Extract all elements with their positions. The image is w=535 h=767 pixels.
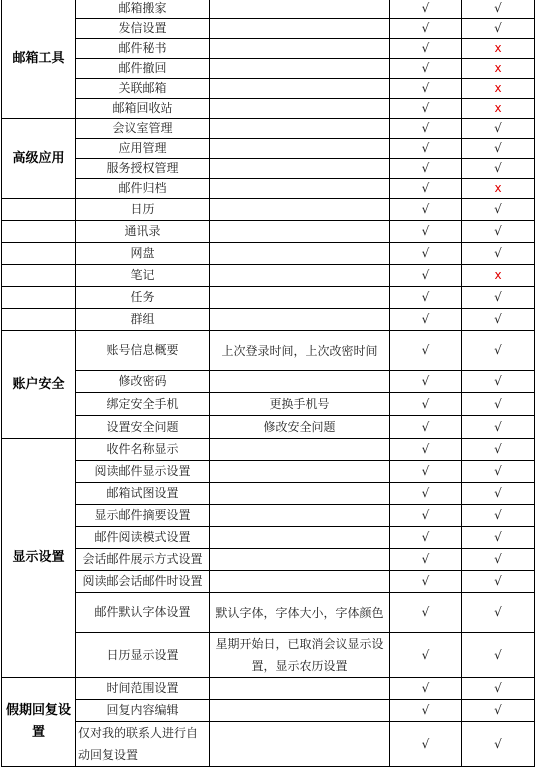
category-account-security: 账户安全 <box>2 331 76 439</box>
feature-description <box>210 0 390 19</box>
support-check-mark: √ <box>390 593 462 633</box>
feature-description <box>210 199 390 221</box>
support-check-mark: √ <box>462 505 535 527</box>
support-check-mark: √ <box>390 221 462 243</box>
support-check-mark: √ <box>390 439 462 461</box>
support-check-mark: √ <box>390 700 462 722</box>
support-check-mark: √ <box>390 19 462 39</box>
feature-name: 邮箱试图设置 <box>76 483 210 505</box>
table-row <box>2 39 535 59</box>
support-check-mark: √ <box>390 393 462 416</box>
support-check-mark: √ <box>462 139 535 159</box>
feature-name: 显示邮件摘要设置 <box>76 505 210 527</box>
category-advanced-apps: 高级应用 <box>2 119 76 199</box>
support-check-mark: √ <box>390 505 462 527</box>
table-row <box>2 416 535 439</box>
feature-name: 阅读邮件显示设置 <box>76 461 210 483</box>
category-cell-empty <box>2 199 76 221</box>
table-row <box>2 243 535 265</box>
feature-description <box>210 19 390 39</box>
feature-name: 会议室管理 <box>76 119 210 139</box>
table-row <box>2 571 535 593</box>
table-row <box>2 79 535 99</box>
feature-description <box>210 265 390 287</box>
support-check-mark: √ <box>390 39 462 59</box>
support-cross-mark: x <box>462 79 535 99</box>
feature-name: 仅对我的联系人进行自动回复设置 <box>76 722 210 767</box>
support-check-mark: √ <box>390 483 462 505</box>
category-mail-tools: 邮箱工具 <box>2 0 76 119</box>
table-row <box>2 527 535 549</box>
table-row <box>2 139 535 159</box>
support-check-mark: √ <box>462 371 535 393</box>
category-vacation-reply: 假期回复设置 <box>2 678 76 767</box>
support-check-mark: √ <box>390 549 462 571</box>
feature-name: 邮件阅读模式设置 <box>76 527 210 549</box>
feature-description <box>210 483 390 505</box>
table-row <box>2 19 535 39</box>
table-row <box>2 700 535 722</box>
feature-name: 收件名称显示 <box>76 439 210 461</box>
table-row <box>2 309 535 331</box>
table-row <box>2 59 535 79</box>
category-cell-empty <box>2 309 76 331</box>
feature-name: 阅读邮会话邮件时设置 <box>76 571 210 593</box>
feature-name: 回复内容编辑 <box>76 700 210 722</box>
support-check-mark: √ <box>462 416 535 439</box>
feature-name: 邮件默认字体设置 <box>76 593 210 633</box>
table-row <box>2 549 535 571</box>
support-check-mark: √ <box>462 19 535 39</box>
support-check-mark: √ <box>390 243 462 265</box>
table-row <box>2 393 535 416</box>
support-check-mark: √ <box>462 199 535 221</box>
support-check-mark: √ <box>390 0 462 19</box>
feature-description <box>210 678 390 700</box>
feature-description: 更换手机号 <box>210 393 390 416</box>
support-check-mark: √ <box>390 79 462 99</box>
support-check-mark: √ <box>462 527 535 549</box>
table-row <box>2 483 535 505</box>
feature-name: 邮件撤回 <box>76 59 210 79</box>
table-row <box>2 179 535 199</box>
support-cross-mark: x <box>462 99 535 119</box>
support-check-mark: √ <box>390 331 462 371</box>
support-check-mark: √ <box>462 678 535 700</box>
feature-description <box>210 179 390 199</box>
feature-description <box>210 99 390 119</box>
feature-name: 网盘 <box>76 243 210 265</box>
support-check-mark: √ <box>390 139 462 159</box>
feature-name: 邮件秘书 <box>76 39 210 59</box>
support-check-mark: √ <box>462 483 535 505</box>
feature-description <box>210 243 390 265</box>
support-check-mark: √ <box>462 243 535 265</box>
support-check-mark: √ <box>390 179 462 199</box>
feature-name: 发信设置 <box>76 19 210 39</box>
feature-description <box>210 59 390 79</box>
support-check-mark: √ <box>462 571 535 593</box>
support-check-mark: √ <box>390 159 462 179</box>
table-row <box>2 633 535 678</box>
table-row <box>2 0 535 19</box>
feature-name: 通讯录 <box>76 221 210 243</box>
feature-description <box>210 371 390 393</box>
feature-description: 上次登录时间，上次改密时间 <box>210 331 390 371</box>
feature-name: 邮件归档 <box>76 179 210 199</box>
support-check-mark: √ <box>390 119 462 139</box>
table-row <box>2 287 535 309</box>
feature-description: 修改安全问题 <box>210 416 390 439</box>
support-check-mark: √ <box>390 265 462 287</box>
feature-description <box>210 505 390 527</box>
support-check-mark: √ <box>462 309 535 331</box>
support-check-mark: √ <box>462 159 535 179</box>
table-body <box>2 0 535 767</box>
feature-name: 修改密码 <box>76 371 210 393</box>
table-row <box>2 221 535 243</box>
support-check-mark: √ <box>462 722 535 767</box>
category-cell-empty <box>2 221 76 243</box>
table-row <box>2 119 535 139</box>
feature-description <box>210 159 390 179</box>
table-row <box>2 199 535 221</box>
support-check-mark: √ <box>462 221 535 243</box>
feature-name: 时间范围设置 <box>76 678 210 700</box>
support-check-mark: √ <box>390 99 462 119</box>
support-check-mark: √ <box>390 722 462 767</box>
feature-name: 群组 <box>76 309 210 331</box>
feature-name: 应用管理 <box>76 139 210 159</box>
feature-description <box>210 439 390 461</box>
feature-name: 日历显示设置 <box>76 633 210 678</box>
table-row <box>2 331 535 371</box>
table-row <box>2 159 535 179</box>
support-check-mark: √ <box>390 678 462 700</box>
feature-description <box>210 119 390 139</box>
support-check-mark: √ <box>390 287 462 309</box>
support-check-mark: √ <box>462 0 535 19</box>
feature-comparison-table <box>1 0 535 767</box>
support-check-mark: √ <box>390 633 462 678</box>
feature-description <box>210 571 390 593</box>
feature-description: 默认字体，字体大小，字体颜色 <box>210 593 390 633</box>
feature-description <box>210 309 390 331</box>
support-check-mark: √ <box>462 393 535 416</box>
support-check-mark: √ <box>390 416 462 439</box>
table-row <box>2 722 535 767</box>
support-check-mark: √ <box>390 571 462 593</box>
support-check-mark: √ <box>462 287 535 309</box>
support-check-mark: √ <box>462 593 535 633</box>
support-check-mark: √ <box>390 199 462 221</box>
support-check-mark: √ <box>462 549 535 571</box>
support-cross-mark: x <box>462 265 535 287</box>
support-check-mark: √ <box>462 439 535 461</box>
feature-name: 服务授权管理 <box>76 159 210 179</box>
table-row <box>2 678 535 700</box>
feature-name: 设置安全问题 <box>76 416 210 439</box>
table-row <box>2 439 535 461</box>
feature-name: 关联邮箱 <box>76 79 210 99</box>
feature-name: 邮箱搬家 <box>76 0 210 19</box>
feature-name: 日历 <box>76 199 210 221</box>
table-row <box>2 593 535 633</box>
category-cell-empty <box>2 287 76 309</box>
support-check-mark: √ <box>462 119 535 139</box>
table-row <box>2 99 535 119</box>
category-display-settings: 显示设置 <box>2 439 76 678</box>
feature-name: 任务 <box>76 287 210 309</box>
support-check-mark: √ <box>390 371 462 393</box>
feature-description <box>210 39 390 59</box>
support-check-mark: √ <box>462 461 535 483</box>
feature-name: 笔记 <box>76 265 210 287</box>
feature-name: 账号信息概要 <box>76 331 210 371</box>
table-row <box>2 265 535 287</box>
support-check-mark: √ <box>390 461 462 483</box>
feature-description <box>210 722 390 767</box>
support-check-mark: √ <box>390 59 462 79</box>
support-check-mark: √ <box>462 700 535 722</box>
support-check-mark: √ <box>390 309 462 331</box>
feature-name: 绑定安全手机 <box>76 393 210 416</box>
support-cross-mark: x <box>462 179 535 199</box>
feature-name: 会话邮件展示方式设置 <box>76 549 210 571</box>
category-cell-empty <box>2 243 76 265</box>
feature-description <box>210 700 390 722</box>
table-row <box>2 461 535 483</box>
support-check-mark: √ <box>390 527 462 549</box>
category-cell-empty <box>2 265 76 287</box>
table-row <box>2 505 535 527</box>
feature-description <box>210 527 390 549</box>
feature-name: 邮箱回收站 <box>76 99 210 119</box>
support-cross-mark: x <box>462 59 535 79</box>
support-check-mark: √ <box>462 633 535 678</box>
table-row <box>2 371 535 393</box>
feature-description <box>210 79 390 99</box>
feature-description <box>210 139 390 159</box>
support-cross-mark: x <box>462 39 535 59</box>
feature-description <box>210 461 390 483</box>
feature-description <box>210 221 390 243</box>
feature-description <box>210 549 390 571</box>
support-check-mark: √ <box>462 331 535 371</box>
feature-description: 星期开始日，已取消会议显示设置，显示农历设置 <box>210 633 390 678</box>
feature-description <box>210 287 390 309</box>
